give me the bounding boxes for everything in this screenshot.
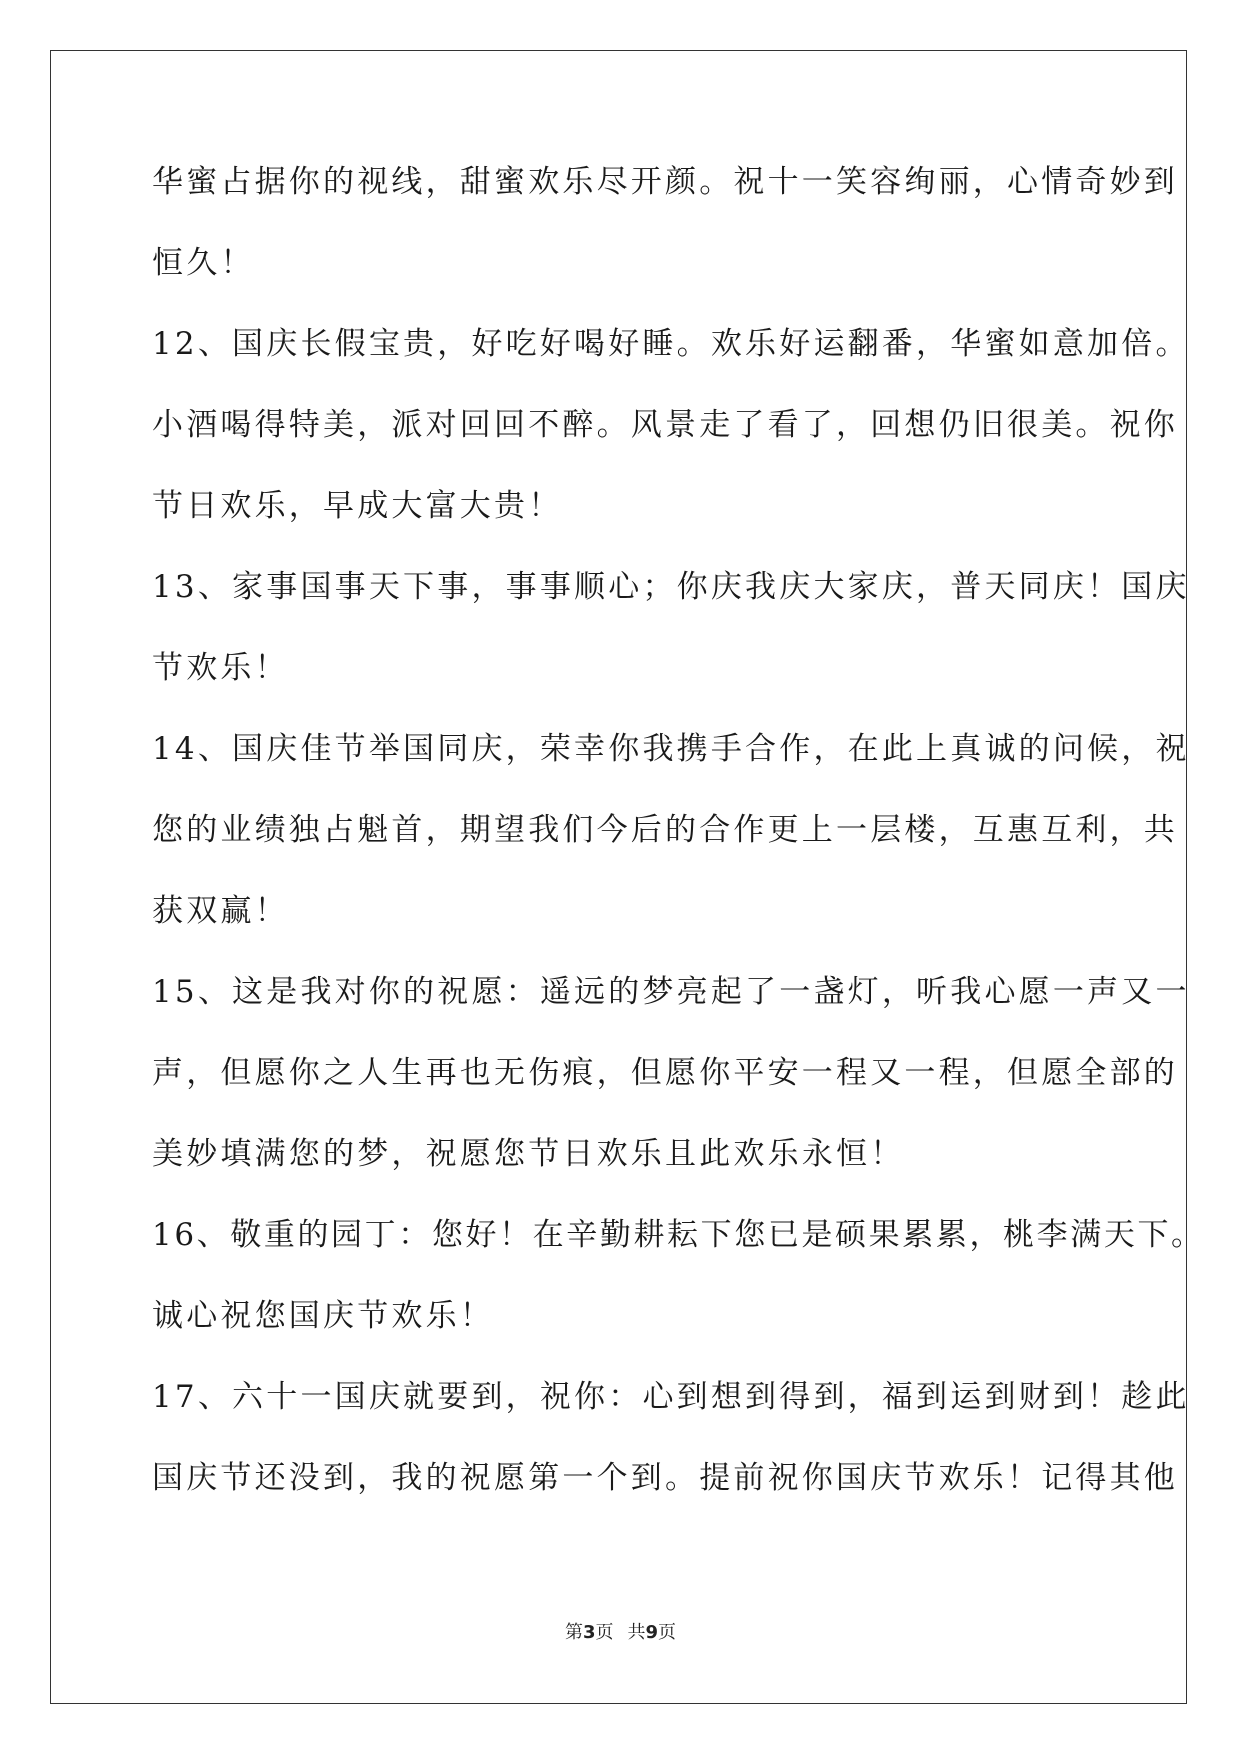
text-line: 声，但愿你之人生再也无伤痕，但愿你平安一程又一程，但愿全部的: [152, 1055, 1178, 1091]
text-line: 节欢乐！: [152, 650, 289, 686]
document-body: [152, 162, 1205, 1539]
text-line: 15、这是我对你的祝愿：遥远的梦亮起了一盏灯，听我心愿一声又一: [152, 974, 1190, 1010]
text-line: 华蜜占据你的视线，甜蜜欢乐尽开颜。祝十一笑容绚丽，心情奇妙到: [152, 164, 1178, 200]
page-number-prefix: 第: [564, 1622, 583, 1643]
text-line: 小酒喝得特美，派对回回不醉。风景走了看了，回想仍旧很美。祝你: [152, 407, 1178, 443]
text-line: 12、国庆长假宝贵，好吃好喝好睡。欢乐好运翻番，华蜜如意加倍。: [152, 326, 1190, 362]
page-number-suffix: 页: [595, 1622, 614, 1643]
text-line: 诚心祝您国庆节欢乐！: [152, 1298, 494, 1334]
total-pages-suffix: 页: [658, 1622, 677, 1643]
page-number: 3: [582, 1622, 596, 1643]
text-line: 13、家事国事天下事，事事顺心；你庆我庆大家庆，普天同庆！国庆: [152, 569, 1190, 605]
text-line: 美妙填满您的梦，祝愿您节日欢乐且此欢乐永恒！: [152, 1136, 905, 1172]
text-line: 节日欢乐，早成大富大贵！: [152, 488, 563, 524]
text-line: 恒久！: [152, 245, 255, 281]
text-line: 17、六十一国庆就要到，祝你：心到想到得到，福到运到财到！趁此: [152, 1379, 1190, 1415]
total-pages-prefix: 共: [627, 1622, 646, 1643]
text-line: 您的业绩独占魁首，期望我们今后的合作更上一层楼，互惠互利，共: [152, 812, 1178, 848]
total-pages: 9: [645, 1622, 659, 1643]
text-line: 获双赢！: [152, 893, 289, 929]
text-line: 16、敬重的园丁：您好！在辛勤耕耘下您已是硕果累累，桃李满天下。: [152, 1217, 1205, 1253]
text-line: 国庆节还没到，我的祝愿第一个到。提前祝你国庆节欢乐！记得其他: [152, 1460, 1178, 1496]
page-footer: [0, 1618, 1241, 1644]
text-line: 14、国庆佳节举国同庆，荣幸你我携手合作，在此上真诚的问候，祝: [152, 731, 1190, 767]
